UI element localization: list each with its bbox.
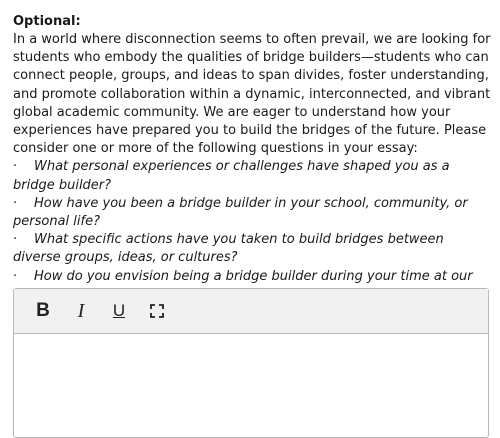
bullet-dot: · [13, 195, 18, 211]
question-text: What personal experiences or challenges have shaped you as a bridge builder? [13, 159, 450, 193]
list-item [13, 158, 493, 194]
question-text: How have you been a bridge builder in your school, community, or personal life? [13, 195, 468, 230]
list-item [13, 195, 493, 231]
bold-button[interactable]: B [36, 300, 50, 321]
rich-text-editor [13, 288, 489, 438]
question-list [13, 158, 493, 304]
fullscreen-button[interactable] [138, 296, 176, 326]
question-text: How do you envision being a bridge builder during your time at our [34, 268, 473, 284]
list-item [13, 231, 493, 267]
editor-toolbar [14, 289, 488, 334]
fullscreen-icon [150, 304, 164, 318]
essay-text-area[interactable] [14, 334, 488, 438]
optional-label: Optional: [13, 14, 81, 29]
prompt-text: In a world where disconnection seems to often prevail, we are looking for students who embody the qualities of bridge builders—students who can connect people, groups, and ideas to span divides, foster understanding, and promote collaboration within a dynamic, interconnected, and vibrant global academic community. We are eager to understand how your experiences have prepared you to build the bridges of the future. Please consider one or more of the following questions in your essay: [13, 32, 491, 157]
bullet-dot: · [13, 159, 18, 175]
underline-button[interactable]: U [112, 301, 126, 320]
bullet-dot: · [13, 268, 18, 284]
bullet-dot: · [13, 232, 18, 248]
italic-button[interactable]: I [77, 299, 85, 322]
question-text: What specific actions have you taken to build bridges between diverse groups, ideas, or cultures? [13, 232, 444, 266]
